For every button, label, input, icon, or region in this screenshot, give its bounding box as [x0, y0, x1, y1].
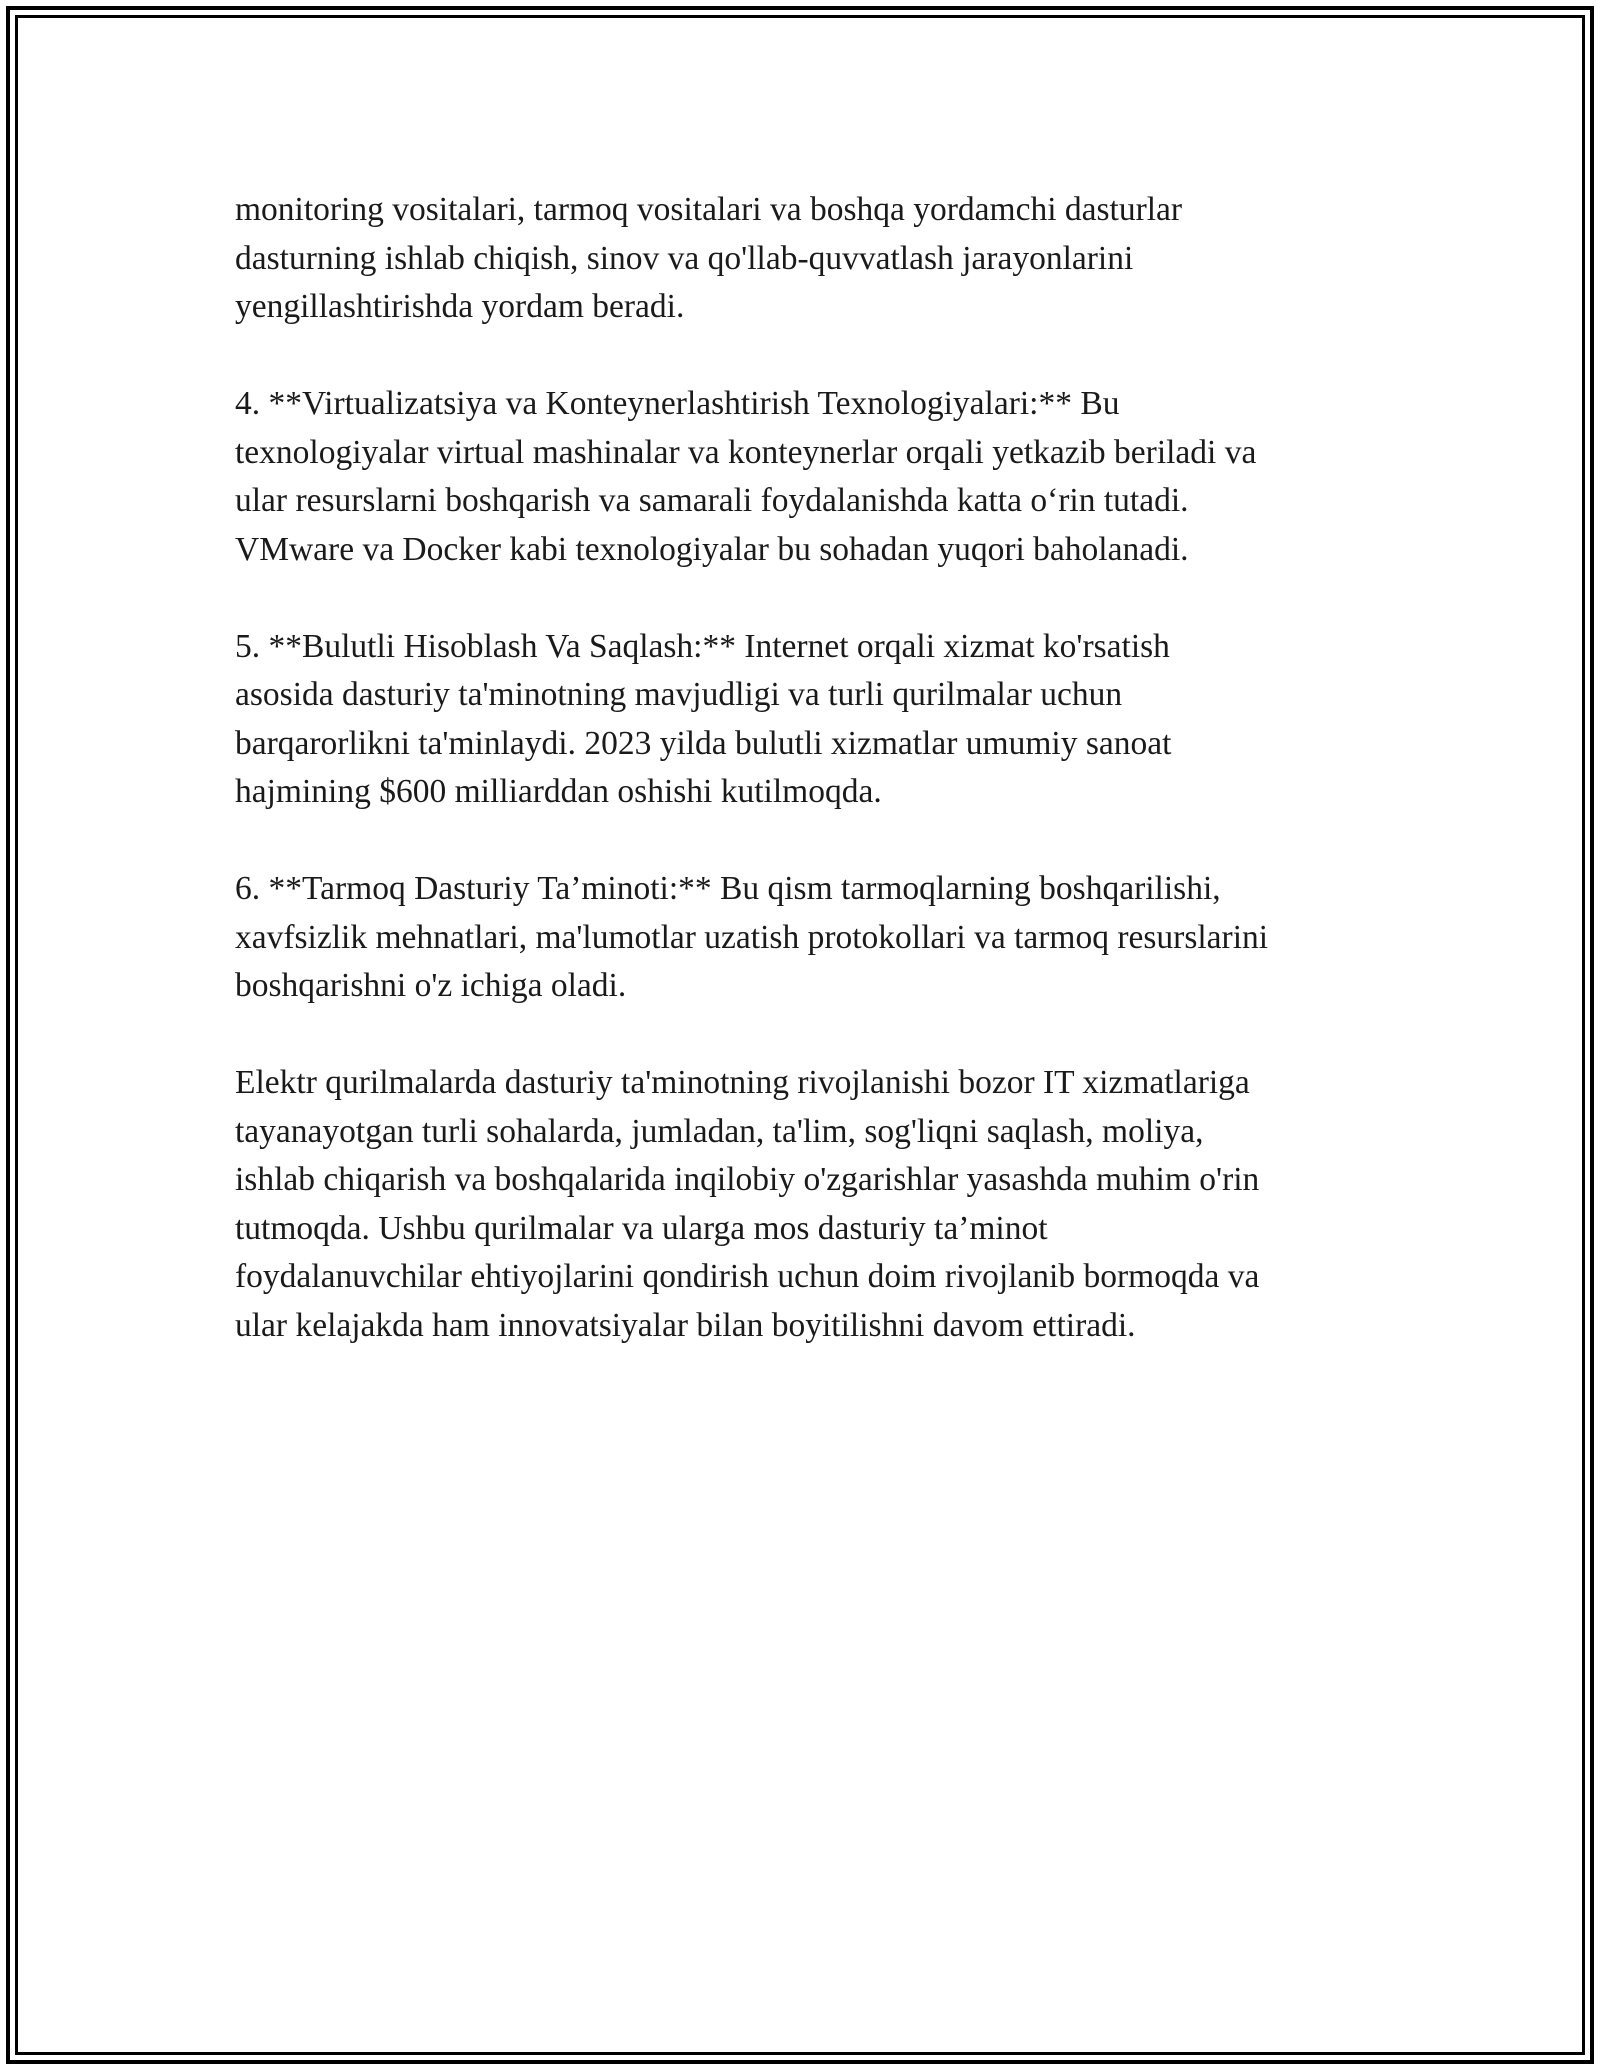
document-body	[235, 186, 1385, 1399]
paragraph-virtualization: 4. **Virtualizatsiya va Konteynerlashtirish Texnologiyalari:** Bu texnologiyalar virtual mashinalar va konteynerlar orqali yetkazib beriladi va ular resurslarni boshqarish va samarali foydalanishda katta o‘rin tutadi. VMware va Docker kabi texnologiyalar bu sohadan yuqori baholanadi.	[235, 385, 1257, 568]
paragraph-conclusion: Elektr qurilmalarda dasturiy ta'minotning rivojlanishi bozor IT xizmatlariga tayanayotgan turli sohalarda, jumladan, ta'lim, sog'liqni saqlash, moliya, ishlab chiqarish va boshqalarida inqilobiy o'zgarishlar yasashda muhim o'rin tutmoqda. Ushbu qurilmalar va ularga mos dasturiy ta’minot foydalanuvchilar ehtiyojlarini qondirish uchun doim rivojlanib bormoqda va ular kelajakda ham innovatsiyalar bilan boyitilishni davom ettiradi.	[235, 1064, 1260, 1344]
paragraph-tools-continuation: monitoring vositalari, tarmoq vositalari va boshqa yordamchi dasturlar dasturning ishlab chiqish, sinov va qo'llab-quvvatlash jarayonlarini yengillashtirishda yordam beradi.	[235, 191, 1183, 325]
paragraph-cloud-computing: 5. **Bulutli Hisoblash Va Saqlash:** Internet orqali xizmat ko'rsatish asosida dasturiy ta'minotning mavjudligi va turli qurilmalar uchun barqarorlikni ta'minlaydi. 2023 yilda bulutli xizmatlar umumiy sanoat hajmining $600 milliarddan oshishi kutilmoqda.	[235, 627, 1172, 810]
paragraph-network-software: 6. **Tarmoq Dasturiy Ta’minoti:** Bu qism tarmoqlarning boshqarilishi, xavfsizlik mehnatlari, ma'lumotlar uzatish protokollari va tarmoq resurslarini boshqarishni o'z ichiga oladi.	[235, 870, 1269, 1004]
